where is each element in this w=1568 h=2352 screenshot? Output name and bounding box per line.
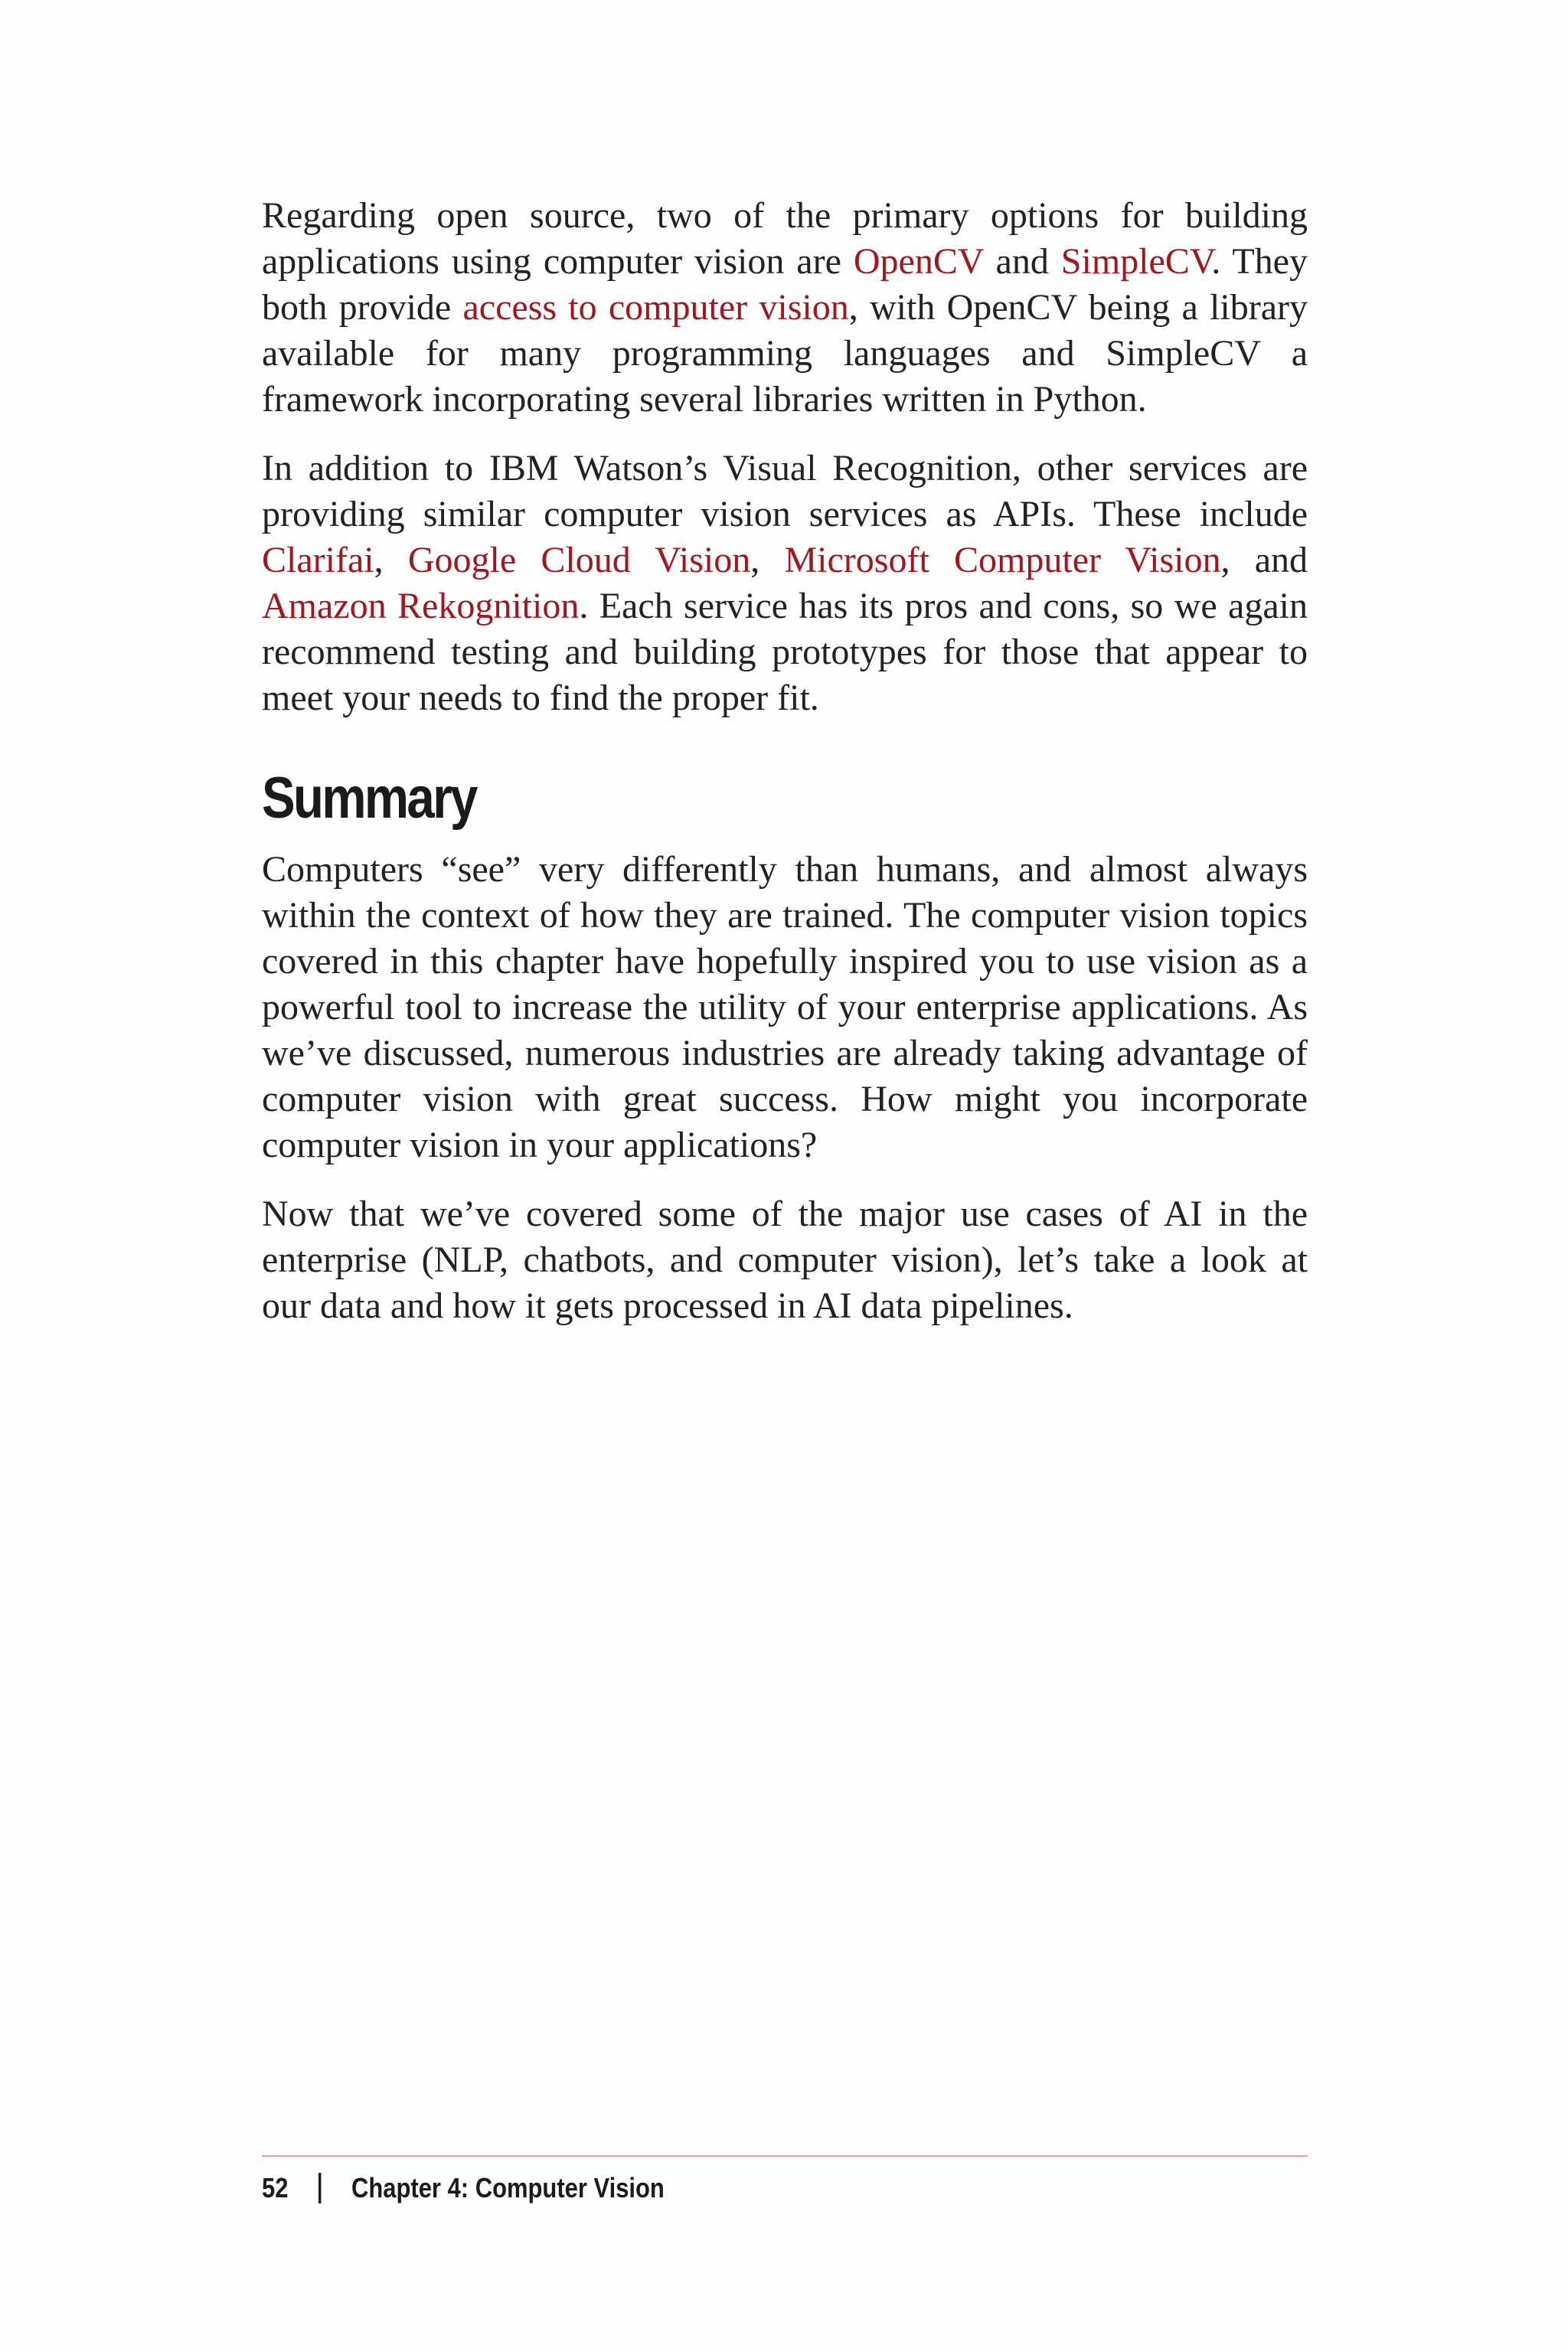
link-opencv[interactable]: OpenCV (853, 241, 984, 282)
section-heading-summary: Summary (262, 766, 476, 831)
text-run: , (374, 540, 408, 580)
link-simplecv[interactable]: SimpleCV (1060, 241, 1212, 282)
link-amazon-rekognition[interactable]: Amazon Rekognition (262, 586, 580, 626)
paragraph-other-services (262, 446, 1308, 721)
paragraph-next-chapter: Now that we’ve covered some of the major use cases of AI in the enterprise (NLP, chatbots, and computer vision), let’s take a look at our data and how it gets processed in AI data pipelines. (262, 1194, 1308, 1326)
chapter-title: Chapter 4: Computer Vision (351, 2172, 665, 2203)
text-run: . Each service has its pros and cons, so we again recommend testing and building prototypes for those that appear to meet your needs to find the proper fit. (262, 586, 1308, 718)
text-run: , with OpenCV being a library available for many programming languages and SimpleCV a framework incorporating several libraries written in Python. (262, 287, 1308, 420)
link-access-to-computer-vision[interactable]: access to computer vision (462, 287, 849, 328)
text-run: , (750, 540, 785, 580)
text-run: Regarding open source, two of the primary options for building applications using computer vision are (262, 195, 1308, 282)
text-run: In addition to IBM Watson’s Visual Recognition, other services are providing similar computer vision services as APIs. These include (262, 448, 1308, 534)
text-run: . They both provide (262, 241, 1308, 328)
footer-divider (262, 2155, 1308, 2157)
link-clarifai[interactable]: Clarifai (262, 540, 374, 580)
page-footer (262, 2168, 665, 2208)
page-number: 52 (262, 2172, 289, 2203)
page-content (262, 193, 1308, 1352)
paragraph-summary: Computers “see” very differently than humans, and almost always within the context of how they are trained. The computer vision topics covered in this chapter have hopefully inspired you to use vision as a powerful tool to increase the utility of your enterprise applications. As we’ve discussed, numerous industries are already taking advantage of computer vision with great success. How might you incorporate computer vision in your applications? (262, 849, 1308, 1165)
link-microsoft-computer-vision[interactable]: Microsoft Computer Vision (784, 540, 1221, 580)
paragraph-open-source (262, 193, 1308, 423)
text-run: , and (1220, 540, 1308, 580)
link-google-cloud-vision[interactable]: Google Cloud Vision (407, 540, 751, 580)
text-run: and (983, 241, 1061, 282)
footer-separator (318, 2173, 321, 2203)
